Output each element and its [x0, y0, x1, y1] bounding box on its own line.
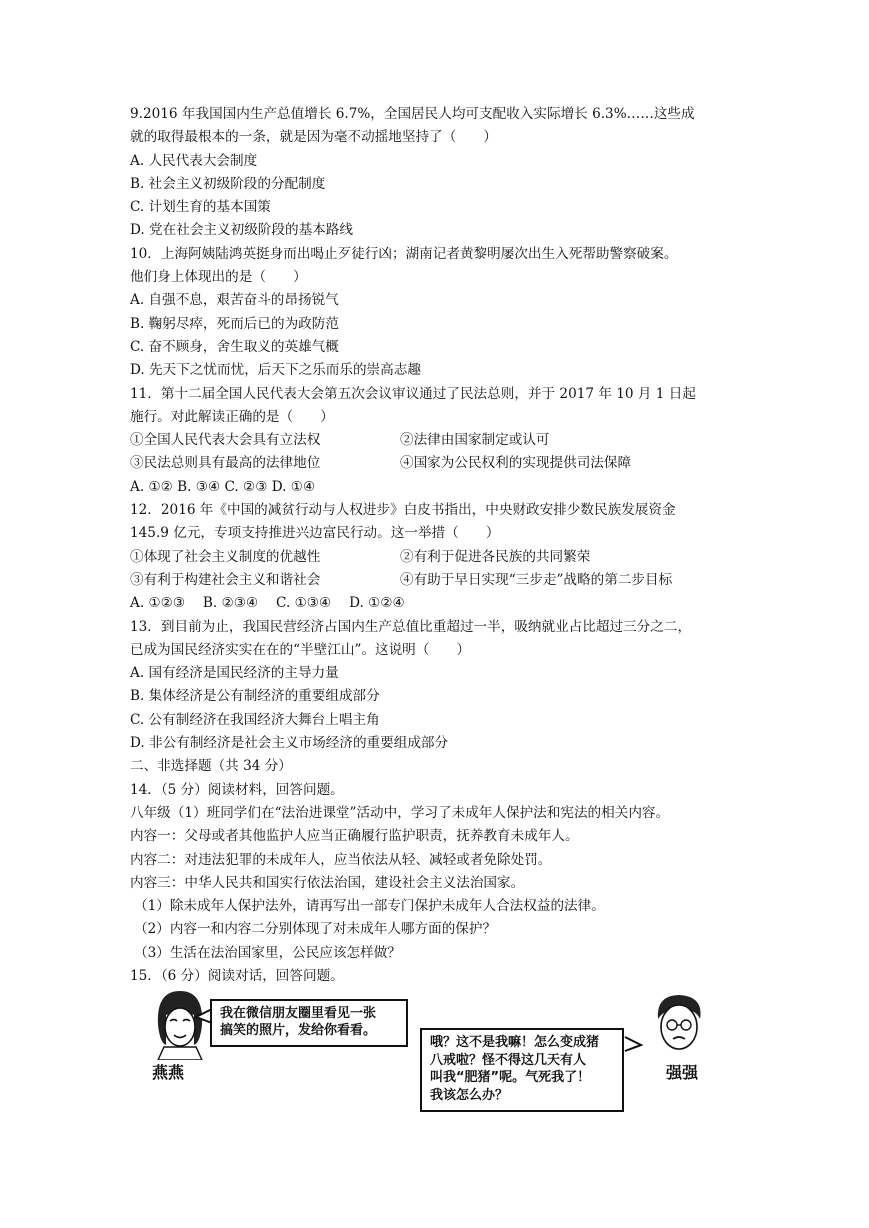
q14-content-3: 内容三：中华人民共和国实行依法治国，建设社会主义法治国家。: [130, 874, 525, 891]
q15-line1: 15．（6 分）阅读对话，回答问题。: [130, 967, 344, 984]
bubble-left-line2: 搞笑的照片，发给你看看。: [220, 1023, 377, 1038]
q10-line2: 他们身上体现出的是（ ）: [130, 269, 307, 286]
q14-line1: 14．（5 分）阅读材料，回答问题。: [130, 781, 344, 798]
q14-content-2: 内容二：对违法犯罪的未成年人，应当依法从轻、减轻或者免除处罚。: [130, 851, 552, 868]
q12-line1: 12．2016 年《中国的减贫行动与人权进步》白皮书指出，中央财政安排少数民族发展资金: [130, 502, 676, 519]
q12-line2: 145.9 亿元，专项支持推进兴边富民行动。这一举措（ ）: [130, 525, 500, 542]
q12-statements-row1: [130, 546, 770, 569]
q11-statement-3: ③民法总则具有最高的法律地位: [130, 455, 321, 472]
bubble-right-line2: 八戒啦？怪不得这几天有人: [430, 1052, 587, 1068]
q9-option-d: D. 党在社会主义初级阶段的基本路线: [130, 222, 353, 239]
dialogue-comic: [150, 985, 730, 1110]
q12-statement-4: ④有助于早日实现“三步走”战略的第二步目标: [400, 571, 673, 588]
bubble-right-line1: 哦？这不是我嘛！怎么变成猪: [430, 1035, 600, 1050]
q12-statement-3: ③有利于构建社会主义和谐社会: [130, 571, 321, 588]
bubble-left-line1: 我在微信朋友圈里看见一张: [220, 1006, 377, 1021]
speech-bubble-yanyan: [210, 999, 408, 1047]
q14-subquestion-2: （2）内容一和内容二分别体现了对未成年人哪方面的保护？: [134, 921, 497, 938]
q11-statement-2: ②法律由国家制定或认可: [400, 432, 550, 449]
q14-content-1: 内容一：父母或者其他监护人应当正确履行监护职责，抚养教育未成年人。: [130, 828, 579, 845]
q9-option-c: C. 计划生育的基本国策: [130, 199, 271, 216]
q11-line2: 施行。对此解读正确的是（ ）: [130, 408, 334, 425]
q12-choices: A. ①②③ B. ②③④ C. ①③④ D. ①②④: [130, 595, 405, 612]
q13-option-b: B. 集体经济是公有制经济的重要组成部分: [130, 688, 380, 705]
q12-statement-2: ②有利于促进各民族的共同繁荣: [400, 548, 591, 565]
q12-statements-row2: [130, 569, 770, 592]
q10-option-d: D. 先天下之忧而忧，后天下之乐而乐的崇高志趣: [130, 362, 421, 379]
speaker-name-yanyan: 燕燕: [152, 1063, 185, 1082]
q12-statement-1: ①体现了社会主义制度的优越性: [130, 548, 321, 565]
speaker-name-qiangqiang: 强强: [666, 1063, 699, 1082]
q9-line1: 9.2016 年我国国内生产总值增长 6.7%，全国居民人均可支配收入实际增长 6.3%……这些成: [130, 106, 695, 122]
q11-statements-row1: [130, 429, 770, 452]
q10-line1: 10．上海阿姨陆鸿英挺身而出喝止歹徒行凶；湖南记者黄黎明屡次出生入死帮助警察破案。: [130, 245, 678, 262]
q10-option-b: B. 鞠躬尽瘁，死而后已的为政防范: [130, 315, 339, 332]
boy-face-icon: [648, 989, 710, 1061]
section-two-heading: 二、非选择题（共 34 分）: [130, 758, 292, 775]
q11-statement-1: ①全国人民代表大会具有立法权: [130, 432, 321, 449]
q11-line1: 11．第十二届全国人民代表大会第五次会议审议通过了民法总则，并于 2017 年 10 月 1 日起: [130, 385, 696, 402]
q9-option-b: B. 社会主义初级阶段的分配制度: [130, 175, 326, 192]
q9-option-a: A. 人民代表大会制度: [130, 152, 258, 169]
q14-subquestion-1: （1）除未成年人保护法外，请再写出一部专门保护未成年人合法权益的法律。: [134, 898, 605, 915]
bubble-right-line4: 我该怎么办？: [430, 1087, 509, 1103]
q11-choices: A. ①② B. ③④ C. ②③ D. ①④: [130, 478, 316, 495]
q13-line2: 已成为国民经济实实在在的“半壁江山”。这说明（ ）: [130, 641, 471, 658]
q13-option-d: D. 非公有制经济是社会主义市场经济的重要组成部分: [130, 735, 449, 752]
q13-line1: 13．到目前为止，我国民营经济占国内生产总值比重超过一半，吸纳就业占比超过三分之二，: [130, 618, 692, 635]
speech-pointer-right: [623, 1035, 643, 1055]
q10-option-c: C. 奋不顾身，舍生取义的英雄气概: [130, 338, 339, 355]
q9-line2: 就的取得最根本的一条，就是因为毫不动摇地坚持了（ ）: [130, 129, 498, 146]
q14-subquestion-3: （3）生活在法治国家里，公民应该怎样做？: [134, 944, 401, 961]
q11-statements-row2: [130, 452, 770, 475]
q11-statement-4: ④国家为公民权利的实现提供司法保障: [400, 455, 632, 472]
speech-bubble-qiangqiang: [420, 1028, 624, 1112]
bubble-right-line3: 叫我“肥猪”呢。气死我了！: [430, 1070, 591, 1085]
q13-option-c: C. 公有制经济在我国经济大舞台上唱主角: [130, 711, 380, 728]
q14-line2: 八年级（1）班同学们在“法治进课堂”活动中，学习了未成年人保护法和宪法的相关内容。: [130, 804, 670, 821]
exam-page: [130, 103, 770, 988]
q10-option-a: A. 自强不息，艰苦奋斗的昂扬锐气: [130, 292, 339, 309]
q13-option-a: A. 国有经济是国民经济的主导力量: [130, 665, 339, 682]
